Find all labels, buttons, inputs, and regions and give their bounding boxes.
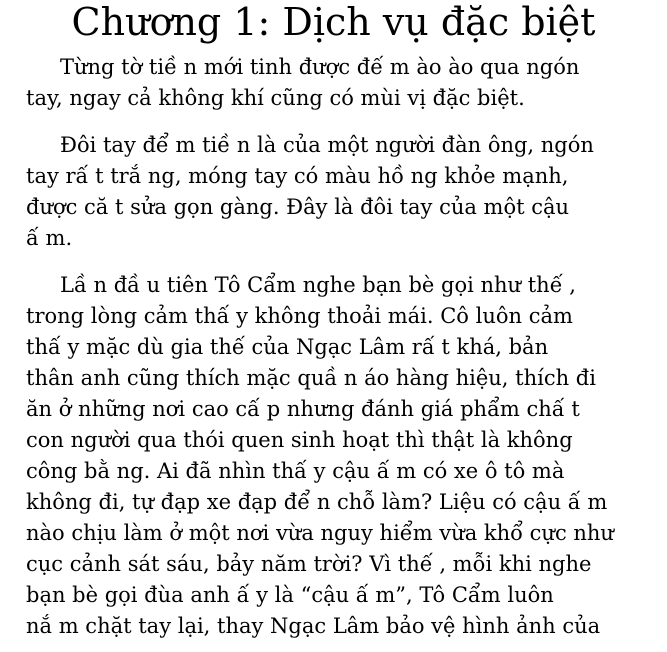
text-line: được că t sửa gọn gàng. Đây là đôi tay của một cậu [26,195,570,219]
paragraph-1 [26,52,652,114]
text-line: không đi, tự đạp xe đạp để n chỗ làm? Liệu có cậu ấ m [26,490,608,514]
text-line: con người qua thói quen sinh hoạt thì thật là không [26,428,573,452]
text-line: Lầ n đầ u tiên Tô Cẩm nghe bạn bè gọi như thế , [60,273,576,297]
text-line: tay rấ t trắ ng, móng tay có màu hồ ng khỏe mạnh, [26,164,569,188]
text-line: công bằ ng. Ai đã nhìn thấ y cậu ấ m có xe ô tô mà [26,459,565,483]
text-line: Đôi tay để m tiề n là của một người đàn ông, ngón [60,133,594,157]
text-line: nắ m chặt tay lại, thay Ngạc Lâm bảo vệ hình ảnh của [26,614,601,638]
text-line: tay, ngay cả không khí cũng có mùi vị đặc biệt. [26,86,525,110]
text-line: ấ m. [26,226,73,250]
text-line: nào chịu làm ở một nơi vừa nguy hiểm vừa khổ cực như [26,521,614,545]
text-line: bạn bè gọi đùa anh ấ y là “cậu ấ m”, Tô Cẩm luôn [26,583,554,607]
text-line: cục cảnh sát sáu, bảy năm trời? Vì thế , mỗi khi nghe [26,552,592,576]
text-line: trong lòng cảm thấ y không thoải mái. Cô luôn cảm [26,304,573,328]
text-line: Từng tờ tiề n mới tinh được đế m ào ào qua ngón [60,55,580,79]
paragraph-3 [26,270,652,642]
text-line: thân anh cũng thích mặc quầ n áo hàng hiệu, thích đi [26,366,596,390]
text-line: ăn ở những nơi cao cấ p nhưng đánh giá phẩm chấ t [26,397,580,421]
text-line: thấ y mặc dù gia thế của Ngạc Lâm rấ t khá, bản [26,335,549,359]
chapter-title: Chương 1: Dịch vụ đặc biệt [71,0,596,44]
paragraph-2 [26,130,652,254]
